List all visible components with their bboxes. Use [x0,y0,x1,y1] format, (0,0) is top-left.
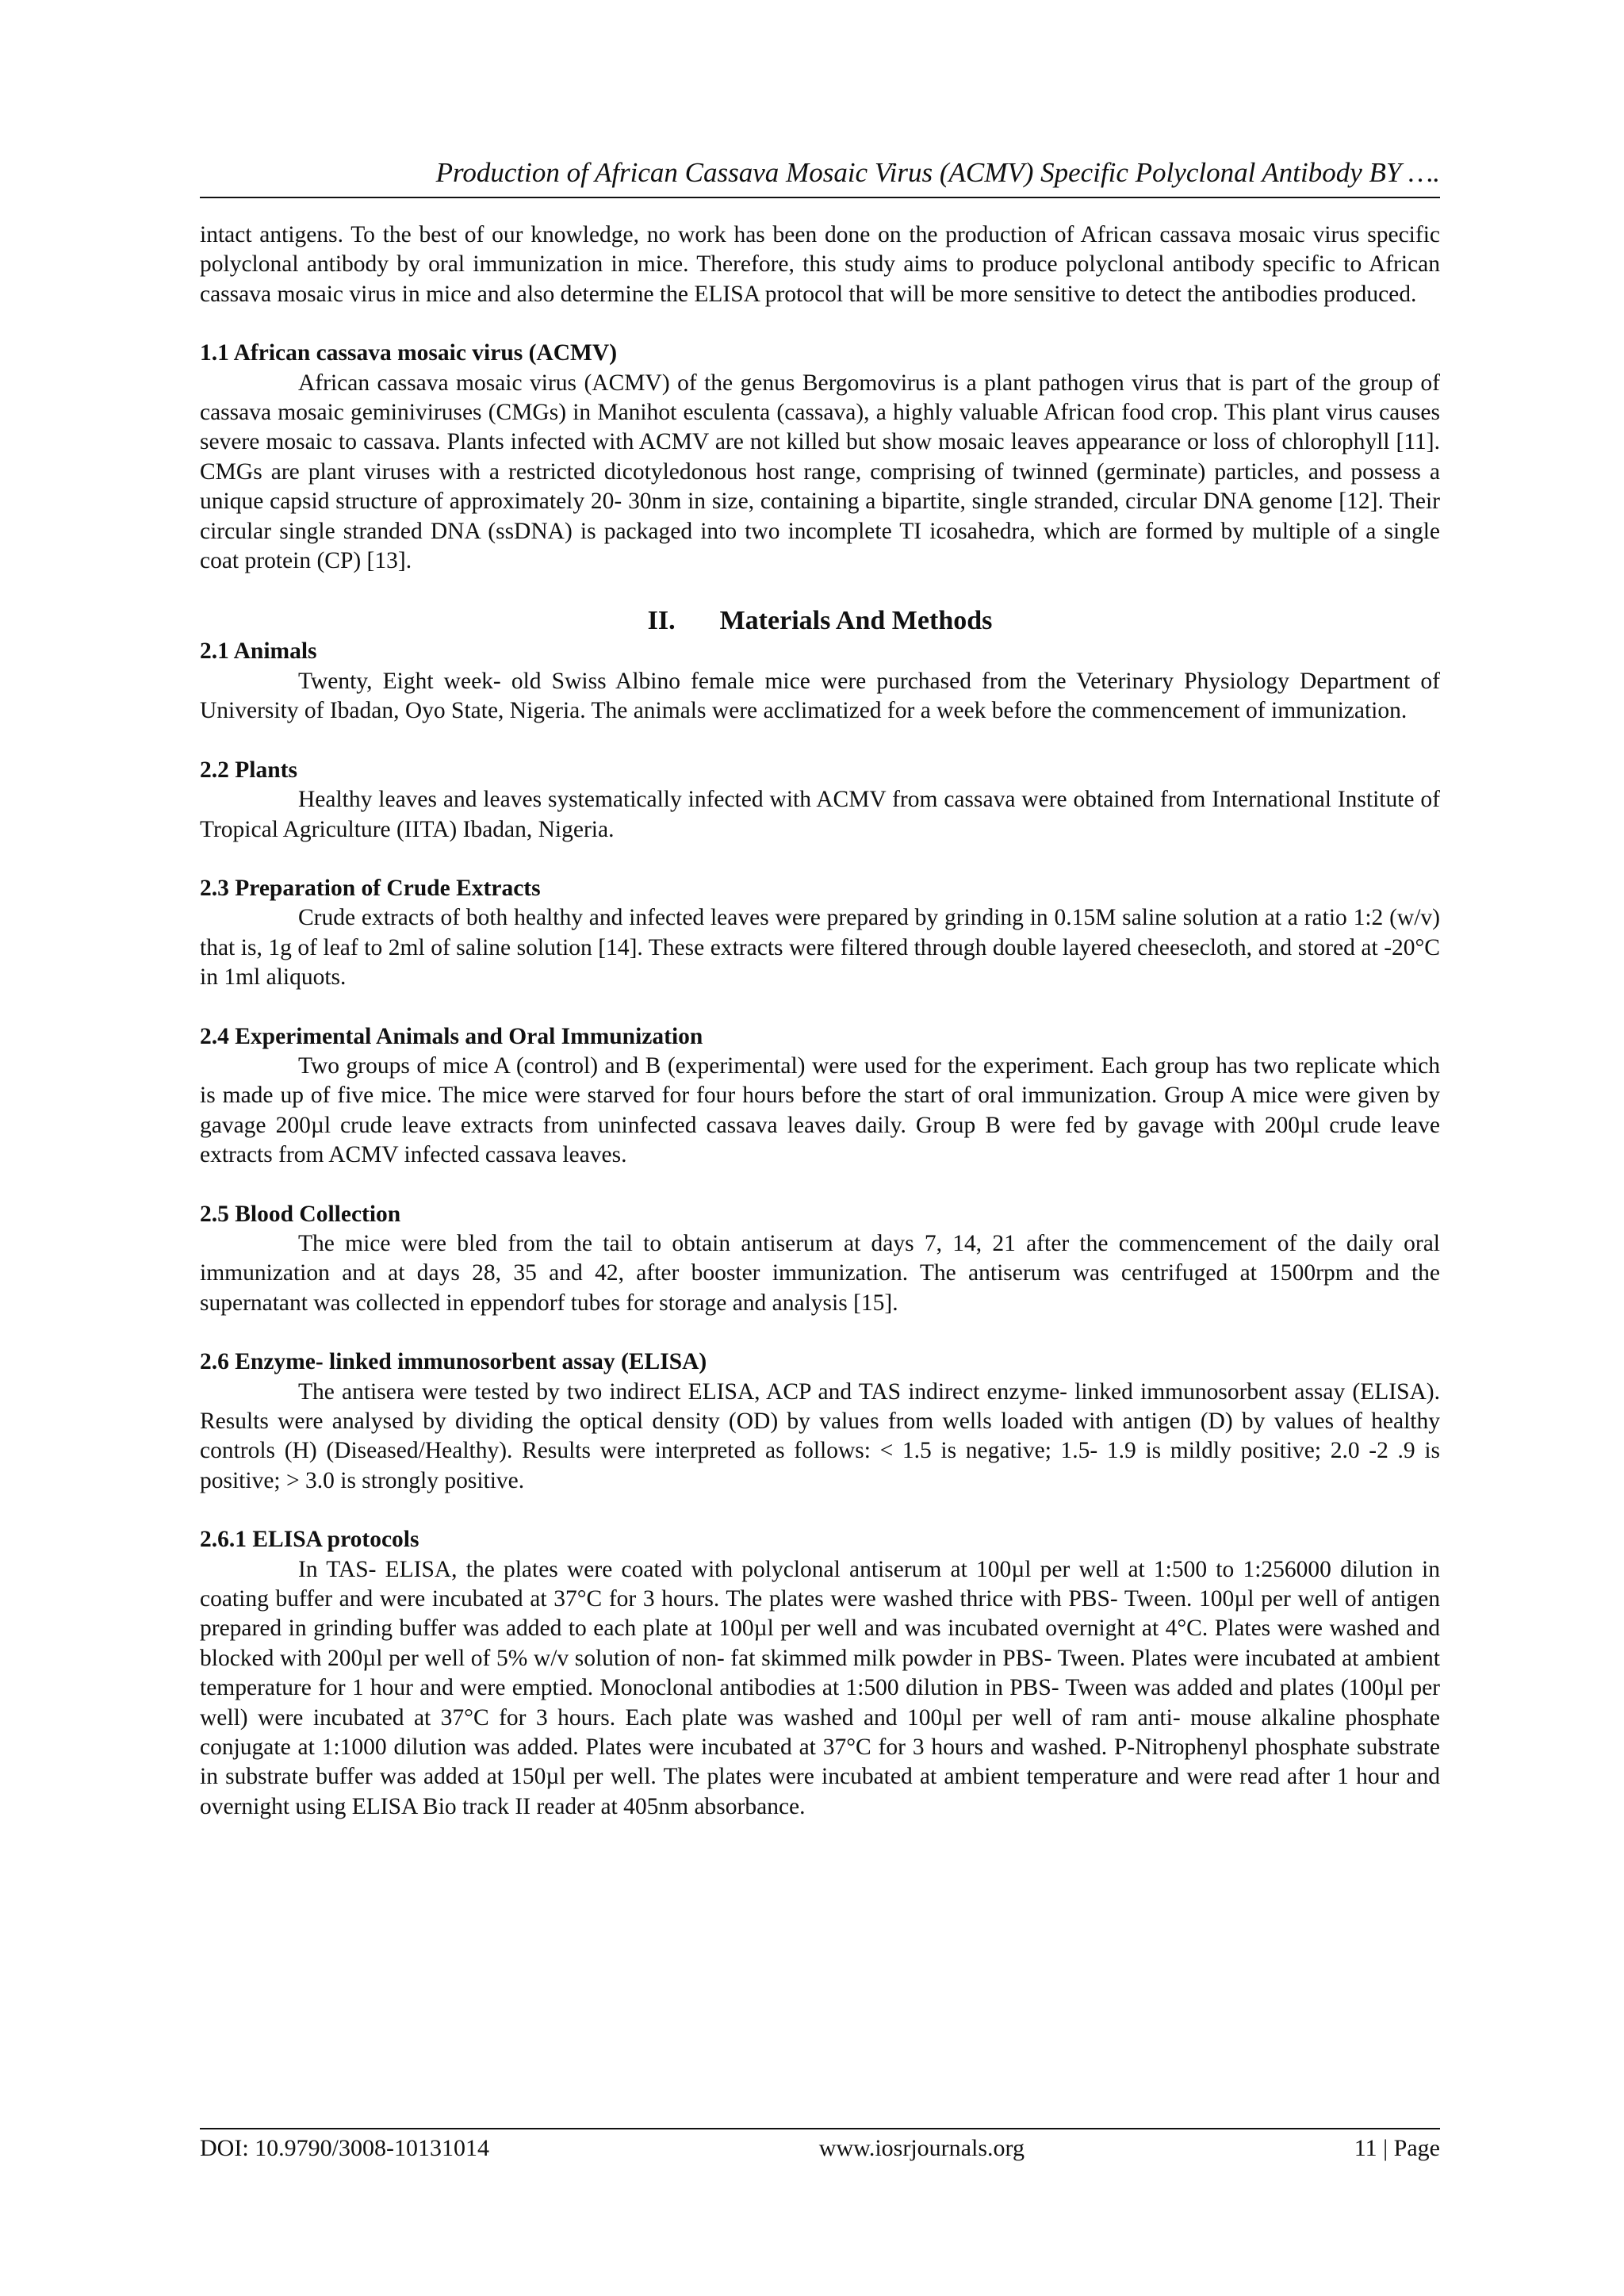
footer-website: www.iosrjournals.org [818,2135,1025,2161]
paragraph-2-6-1: In TAS- ELISA, the plates were coated with polyclonal antiserum at 100µl per well at 1:500 to 1:256000 dilution in coating buffer and were incubated at 37°C for 3 hours. The plates were washed thrice with PBS- Tween. 100µl per well of antigen prepared in grinding buffer was added to each plate at 100µl per well and was incubated overnight at 4°C. Plates were washed and blocked with 200µl per well of 5% w/v solution of non- fat skimmed milk powder in PBS- Tween. Plates were incubated at ambient temperature for 1 hour and were emptied. Monoclonal antibodies at 1:500 dilution in PBS- Tween was added and plates (100µl per well) were incubated at 37°C for 3 hours. Each plate was washed and 100µl per well of ram anti- mouse alkaline phosphate conjugate at 1:1000 dilution was added. Plates were incubated at 37°C for 3 hours and washed. P-Nitrophenyl phosphate substrate in substrate buffer was added at 150µl per well. The plates were incubated at ambient temperature and were read after 1 hour and overnight using ELISA Bio track II reader at 405nm absorbance. [200,1556,1440,1819]
section-heading-2 [200,605,1440,637]
section-number: II. [647,606,676,636]
heading-2-1: 2.1 Animals [200,638,317,665]
running-head: Production of African Cassava Mosaic Virus (ACMV) Specific Polyclonal Antibody BY …. [200,155,1440,198]
heading-1-1: 1.1 African cassava mosaic virus (ACMV) [200,340,618,366]
paragraph-2-1: Twenty, Eight week- old Swiss Albino female mice were purchased from the Veterinary Physiology Department of University of Ibadan, Oyo State, Nigeria. The animals were acclimatized for a week before the commencement of immunization. [200,668,1440,724]
heading-2-3: 2.3 Preparation of Crude Extracts [200,875,541,901]
heading-2-5: 2.5 Blood Collection [200,1201,401,1227]
section-title: Materials And Methods [719,606,993,636]
footer-doi: DOI: 10.9790/3008-10131014 [200,2135,489,2161]
heading-2-4: 2.4 Experimental Animals and Oral Immunization [200,1023,703,1049]
paragraph-2-6: The antisera were tested by two indirect ELISA, ACP and TAS indirect enzyme- linked immunosorbent assay (ELISA). Results were analysed by dividing the optical density (OD) by values from wells loaded with antigen (D) by values of healthy controls (H) (Diseased/Healthy). Results were interpreted as follows: < 1.5 is negative; 1.5- 1.9 is mildly positive; 2.0 -2 .9 is positive; > 3.0 is strongly positive. [200,1378,1440,1493]
heading-2-2: 2.2 Plants [200,757,297,783]
paragraph-1-1: African cassava mosaic virus (ACMV) of the genus Bergomovirus is a plant pathogen virus that is part of the group of cassava mosaic geminiviruses (CMGs) in Manihot esculenta (cassava), a highly valuable African food crop. This plant virus causes severe mosaic to cassava. Plants infected with ACMV are not killed but show mosaic leaves appearance or loss of chlorophyll [11]. CMGs are plant viruses with a restricted dicotyledonous host range, comprising of twinned (germinate) particles, and possess a unique capsid structure of approximately 20- 30nm in size, containing a bipartite, single stranded, circular DNA genome [12]. Their circular single stranded DNA (ssDNA) is packaged into two incomplete TI icosahedra, which are formed by multiple of a single coat protein (CP) [13]. [200,370,1440,574]
page-footer [200,2128,1440,2164]
paragraph-2-5: The mice were bled from the tail to obtain antiserum at days 7, 14, 21 after the commencement of the daily oral immunization and at days 28, 35 and 42, after booster immunization. The antiserum was centrifuged at 1500rpm and the supernatant was collected in eppendorf tubes for storage and analysis [15]. [200,1230,1440,1316]
article-body [200,220,1440,1822]
heading-2-6: 2.6 Enzyme- linked immunosorbent assay (ELISA) [200,1349,707,1375]
paragraph-2-3: Crude extracts of both healthy and infected leaves were prepared by grinding in 0.15M saline solution at a ratio 1:2 (w/v) that is, 1g of leaf to 2ml of saline solution [14]. These extracts were filtered through double layered cheesecloth, and stored at -20°C in 1ml aliquots. [200,905,1440,991]
paragraph-2-2: Healthy leaves and leaves systematically infected with ACMV from cassava were obtained from International Institute of Tropical Agriculture (IITA) Ibadan, Nigeria. [200,787,1440,842]
intro-paragraph: intact antigens. To the best of our knowledge, no work has been done on the production of African cassava mosaic virus specific polyclonal antibody by oral immunization in mice. Therefore, this study aims to produce polyclonal antibody specific to African cassava mosaic virus in mice and also determine the ELISA protocol that will be more sensitive to detect the antibodies produced. [200,222,1440,307]
paragraph-2-4: Two groups of mice A (control) and B (experimental) were used for the experiment. Each group has two replicate which is made up of five mice. The mice were starved for four hours before the start of oral immunization. Group A mice were given by gavage 200µl crude leave extracts from uninfected cassava leaves daily. Group B were fed by gavage with 200µl crude leave extracts from ACMV infected cassava leaves. [200,1052,1440,1168]
footer-page-number: 11 | Page [1354,2135,1440,2161]
heading-2-6-1: 2.6.1 ELISA protocols [200,1527,419,1553]
